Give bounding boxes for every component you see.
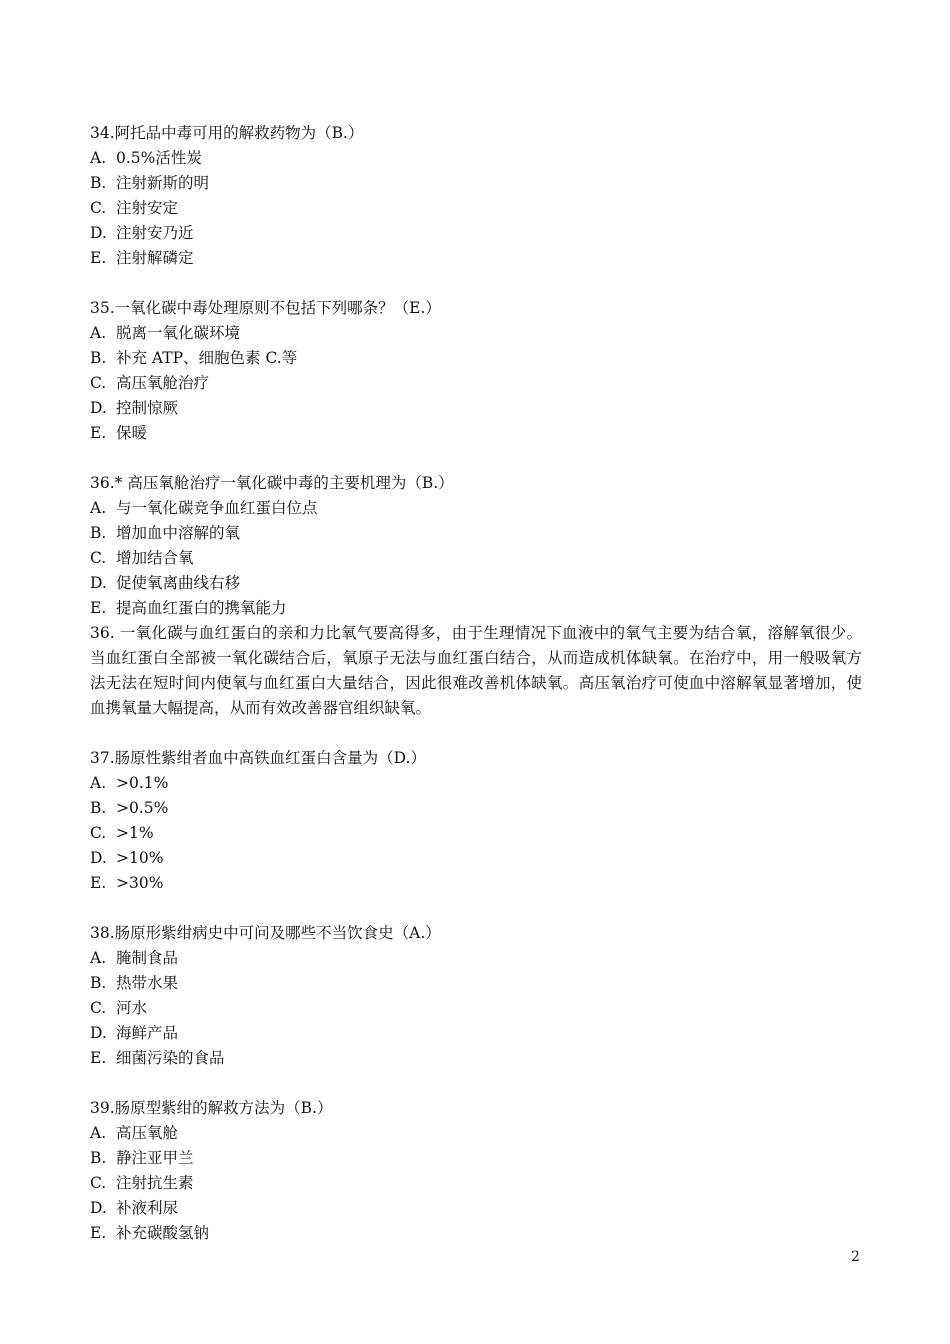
option-letter: B. xyxy=(90,524,107,542)
answer-option xyxy=(90,546,862,571)
answer-option xyxy=(90,496,862,521)
question-stem: 34.阿托品中毒可用的解救药物为（B.） xyxy=(90,124,364,142)
question-stem: 36.* 高压氧舱治疗一氧化碳中毒的主要机理为（B.） xyxy=(90,474,454,492)
option-text: 注射新斯的明 xyxy=(116,174,210,192)
option-text: 保暖 xyxy=(116,424,148,442)
option-letter: E. xyxy=(90,424,107,442)
option-letter: D. xyxy=(90,849,107,867)
option-text: 注射解磷定 xyxy=(116,249,194,267)
question-block xyxy=(90,1096,862,1246)
question-stem: 39.肠原型紫绀的解救方法为（B.） xyxy=(90,1099,333,1117)
answer-option xyxy=(90,971,862,996)
option-letter: C. xyxy=(90,1174,107,1192)
page-number: 2 xyxy=(851,1249,860,1265)
option-letter: A. xyxy=(90,149,107,167)
answer-option xyxy=(90,596,862,621)
option-letter: C. xyxy=(90,999,107,1017)
option-letter: D. xyxy=(90,1024,107,1042)
question-stem: 37.肠原性紫绀者血中高铁血红蛋白含量为（D.） xyxy=(90,749,426,767)
answer-option xyxy=(90,321,862,346)
answer-option xyxy=(90,996,862,1021)
answer-option xyxy=(90,171,862,196)
question-block xyxy=(90,296,862,446)
option-text: 静注亚甲兰 xyxy=(116,1149,194,1167)
option-text: 补液利尿 xyxy=(116,1199,179,1217)
option-text: 高压氧舱 xyxy=(116,1124,179,1142)
option-letter: E. xyxy=(90,1224,107,1242)
option-text: 腌制食品 xyxy=(116,949,179,967)
question-stem: 35.一氧化碳中毒处理原则不包括下列哪条？（E.） xyxy=(90,299,441,317)
option-letter: E. xyxy=(90,599,107,617)
answer-option xyxy=(90,1196,862,1221)
option-text: 增加血中溶解的氧 xyxy=(116,524,241,542)
option-letter: C. xyxy=(90,824,107,842)
option-text: 增加结合氧 xyxy=(116,549,194,567)
option-letter: A. xyxy=(90,499,107,517)
answer-option xyxy=(90,571,862,596)
option-text: >30% xyxy=(116,874,164,892)
question-block xyxy=(90,746,862,896)
option-letter: B. xyxy=(90,799,107,817)
answer-option xyxy=(90,146,862,171)
answer-option xyxy=(90,521,862,546)
answer-option xyxy=(90,396,862,421)
answer-option xyxy=(90,346,862,371)
option-text: 注射抗生素 xyxy=(116,1174,194,1192)
option-text: 海鲜产品 xyxy=(116,1024,179,1042)
option-letter: A. xyxy=(90,774,107,792)
answer-option xyxy=(90,1221,862,1246)
option-text: 与一氧化碳竞争血红蛋白位点 xyxy=(116,499,318,517)
option-text: 热带水果 xyxy=(116,974,179,992)
answer-option xyxy=(90,946,862,971)
answer-option xyxy=(90,1146,862,1171)
option-letter: C. xyxy=(90,199,107,217)
question-block xyxy=(90,121,862,271)
option-letter: C. xyxy=(90,549,107,567)
option-letter: A. xyxy=(90,324,107,342)
answer-option xyxy=(90,796,862,821)
answer-option xyxy=(90,821,862,846)
option-text: 补充碳酸氢钠 xyxy=(116,1224,210,1242)
option-text: >0.5% xyxy=(116,799,169,817)
answer-option xyxy=(90,1021,862,1046)
answer-option xyxy=(90,771,862,796)
option-letter: E. xyxy=(90,1049,107,1067)
question-block xyxy=(90,921,862,1071)
option-text: 促使氧离曲线右移 xyxy=(116,574,241,592)
option-text: 脱离一氧化碳环境 xyxy=(116,324,241,342)
option-text: 提高血红蛋白的携氧能力 xyxy=(116,599,287,617)
answer-option xyxy=(90,1121,862,1146)
option-text: >1% xyxy=(116,824,154,842)
option-letter: E. xyxy=(90,249,107,267)
option-text: 0.5%活性炭 xyxy=(116,149,202,167)
option-text: 注射安乃近 xyxy=(116,224,194,242)
option-text: 高压氧舱治疗 xyxy=(116,374,210,392)
option-text: 补充 ATP、细胞色素 C.等 xyxy=(116,349,298,367)
option-letter: C. xyxy=(90,374,107,392)
answer-explanation: 36. 一氧化碳与血红蛋白的亲和力比氧气要高得多，由于生理情况下血液中的氧气主要为结合氧，溶解氧很少。当血红蛋白全部被一氧化碳结合后，氧原子无法与血红蛋白结合，从而造成机体缺氧。在治疗中，用一般吸氧方法无法在短时间内使氧与血红蛋白大量结合，因此很难改善机体缺氧。高压氧治疗可使血中溶解氧显著增加，使血携氧量大幅提高，从而有效改善器官组织缺氧。 xyxy=(90,624,862,717)
option-letter: D. xyxy=(90,574,107,592)
answer-option xyxy=(90,1046,862,1071)
option-letter: D. xyxy=(90,399,107,417)
option-text: >10% xyxy=(116,849,164,867)
option-letter: E. xyxy=(90,874,107,892)
option-letter: A. xyxy=(90,949,107,967)
answer-option xyxy=(90,846,862,871)
document-content xyxy=(90,121,862,1271)
answer-option xyxy=(90,196,862,221)
option-text: 控制惊厥 xyxy=(116,399,179,417)
question-block xyxy=(90,471,862,721)
answer-option xyxy=(90,421,862,446)
answer-option xyxy=(90,371,862,396)
option-letter: B. xyxy=(90,349,107,367)
answer-option xyxy=(90,221,862,246)
option-letter: A. xyxy=(90,1124,107,1142)
answer-option xyxy=(90,1171,862,1196)
option-letter: B. xyxy=(90,174,107,192)
option-letter: B. xyxy=(90,1149,107,1167)
option-text: 注射安定 xyxy=(116,199,179,217)
option-text: >0.1% xyxy=(116,774,169,792)
answer-option xyxy=(90,246,862,271)
option-letter: D. xyxy=(90,1199,107,1217)
option-letter: B. xyxy=(90,974,107,992)
answer-option xyxy=(90,871,862,896)
option-letter: D. xyxy=(90,224,107,242)
option-text: 河水 xyxy=(116,999,148,1017)
question-stem: 38.肠原形紫绀病史中可问及哪些不当饮食史（A.） xyxy=(90,924,441,942)
option-text: 细菌污染的食品 xyxy=(116,1049,225,1067)
